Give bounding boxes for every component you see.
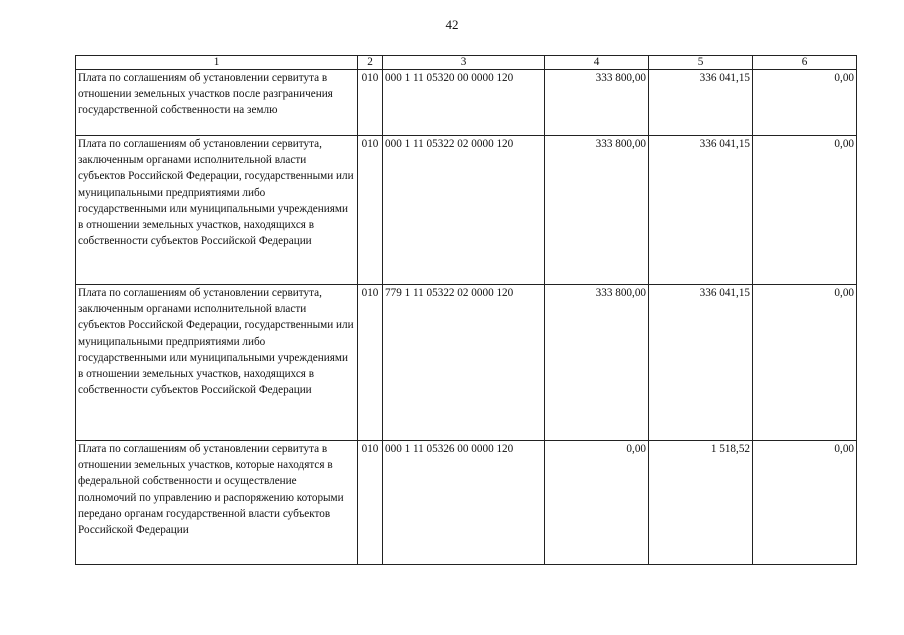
row-col4-value: 333 800,00: [545, 136, 649, 285]
row-col4-value: 333 800,00: [545, 70, 649, 136]
header-col-5: 5: [649, 56, 753, 70]
row-name: Плата по соглашениям об установлении сервитута в отношении земельных участков после разграничения государственной собственности на землю: [76, 70, 358, 136]
row-col4-value: 0,00: [545, 441, 649, 565]
row-col4-value: 333 800,00: [545, 285, 649, 441]
row-col5-value: 1 518,52: [649, 441, 753, 565]
row-col6-value: 0,00: [753, 441, 857, 565]
row-col6-value: 0,00: [753, 70, 857, 136]
revenue-table: [75, 55, 857, 565]
row-admin-code: 010: [358, 285, 383, 441]
row-name: Плата по соглашениям об установлении сервитута, заключенным органами исполнительной власти субъектов Российской Федерации, государственными или муниципальными предприятиями либо государственными или муниципальными учреждениями в отношении земельных участков, находящихся в собственности субъектов Российской Федерации: [76, 285, 358, 441]
table-row: [76, 136, 857, 285]
row-budget-code: 000 1 11 05322 02 0000 120: [383, 136, 545, 285]
row-admin-code: 010: [358, 70, 383, 136]
header-col-2: 2: [358, 56, 383, 70]
table-row: [76, 70, 857, 136]
table-header-row: [76, 56, 857, 70]
row-col6-value: 0,00: [753, 285, 857, 441]
row-col6-value: 0,00: [753, 136, 857, 285]
row-col5-value: 336 041,15: [649, 136, 753, 285]
row-name: Плата по соглашениям об установлении сервитута, заключенным органами исполнительной власти субъектов Российской Федерации, государственными или муниципальными предприятиями либо государственными или муниципальными учреждениями в отношении земельных участков, находящихся в собственности субъектов Российской Федерации: [76, 136, 358, 285]
table-row: [76, 285, 857, 441]
row-name: Плата по соглашениям об установлении сервитута в отношении земельных участков, которые находятся в федеральной собственности и осуществление полномочий по управлению и распоряжению которыми передано органам государственной власти субъектов Российской Федерации: [76, 441, 358, 565]
header-col-6: 6: [753, 56, 857, 70]
header-col-1: 1: [76, 56, 358, 70]
header-col-4: 4: [545, 56, 649, 70]
row-col5-value: 336 041,15: [649, 285, 753, 441]
row-budget-code: 779 1 11 05322 02 0000 120: [383, 285, 545, 441]
header-col-3: 3: [383, 56, 545, 70]
row-budget-code: 000 1 11 05326 00 0000 120: [383, 441, 545, 565]
table-row: [76, 441, 857, 565]
row-budget-code: 000 1 11 05320 00 0000 120: [383, 70, 545, 136]
row-admin-code: 010: [358, 441, 383, 565]
row-col5-value: 336 041,15: [649, 70, 753, 136]
page-number: 42: [445, 17, 459, 32]
row-admin-code: 010: [358, 136, 383, 285]
